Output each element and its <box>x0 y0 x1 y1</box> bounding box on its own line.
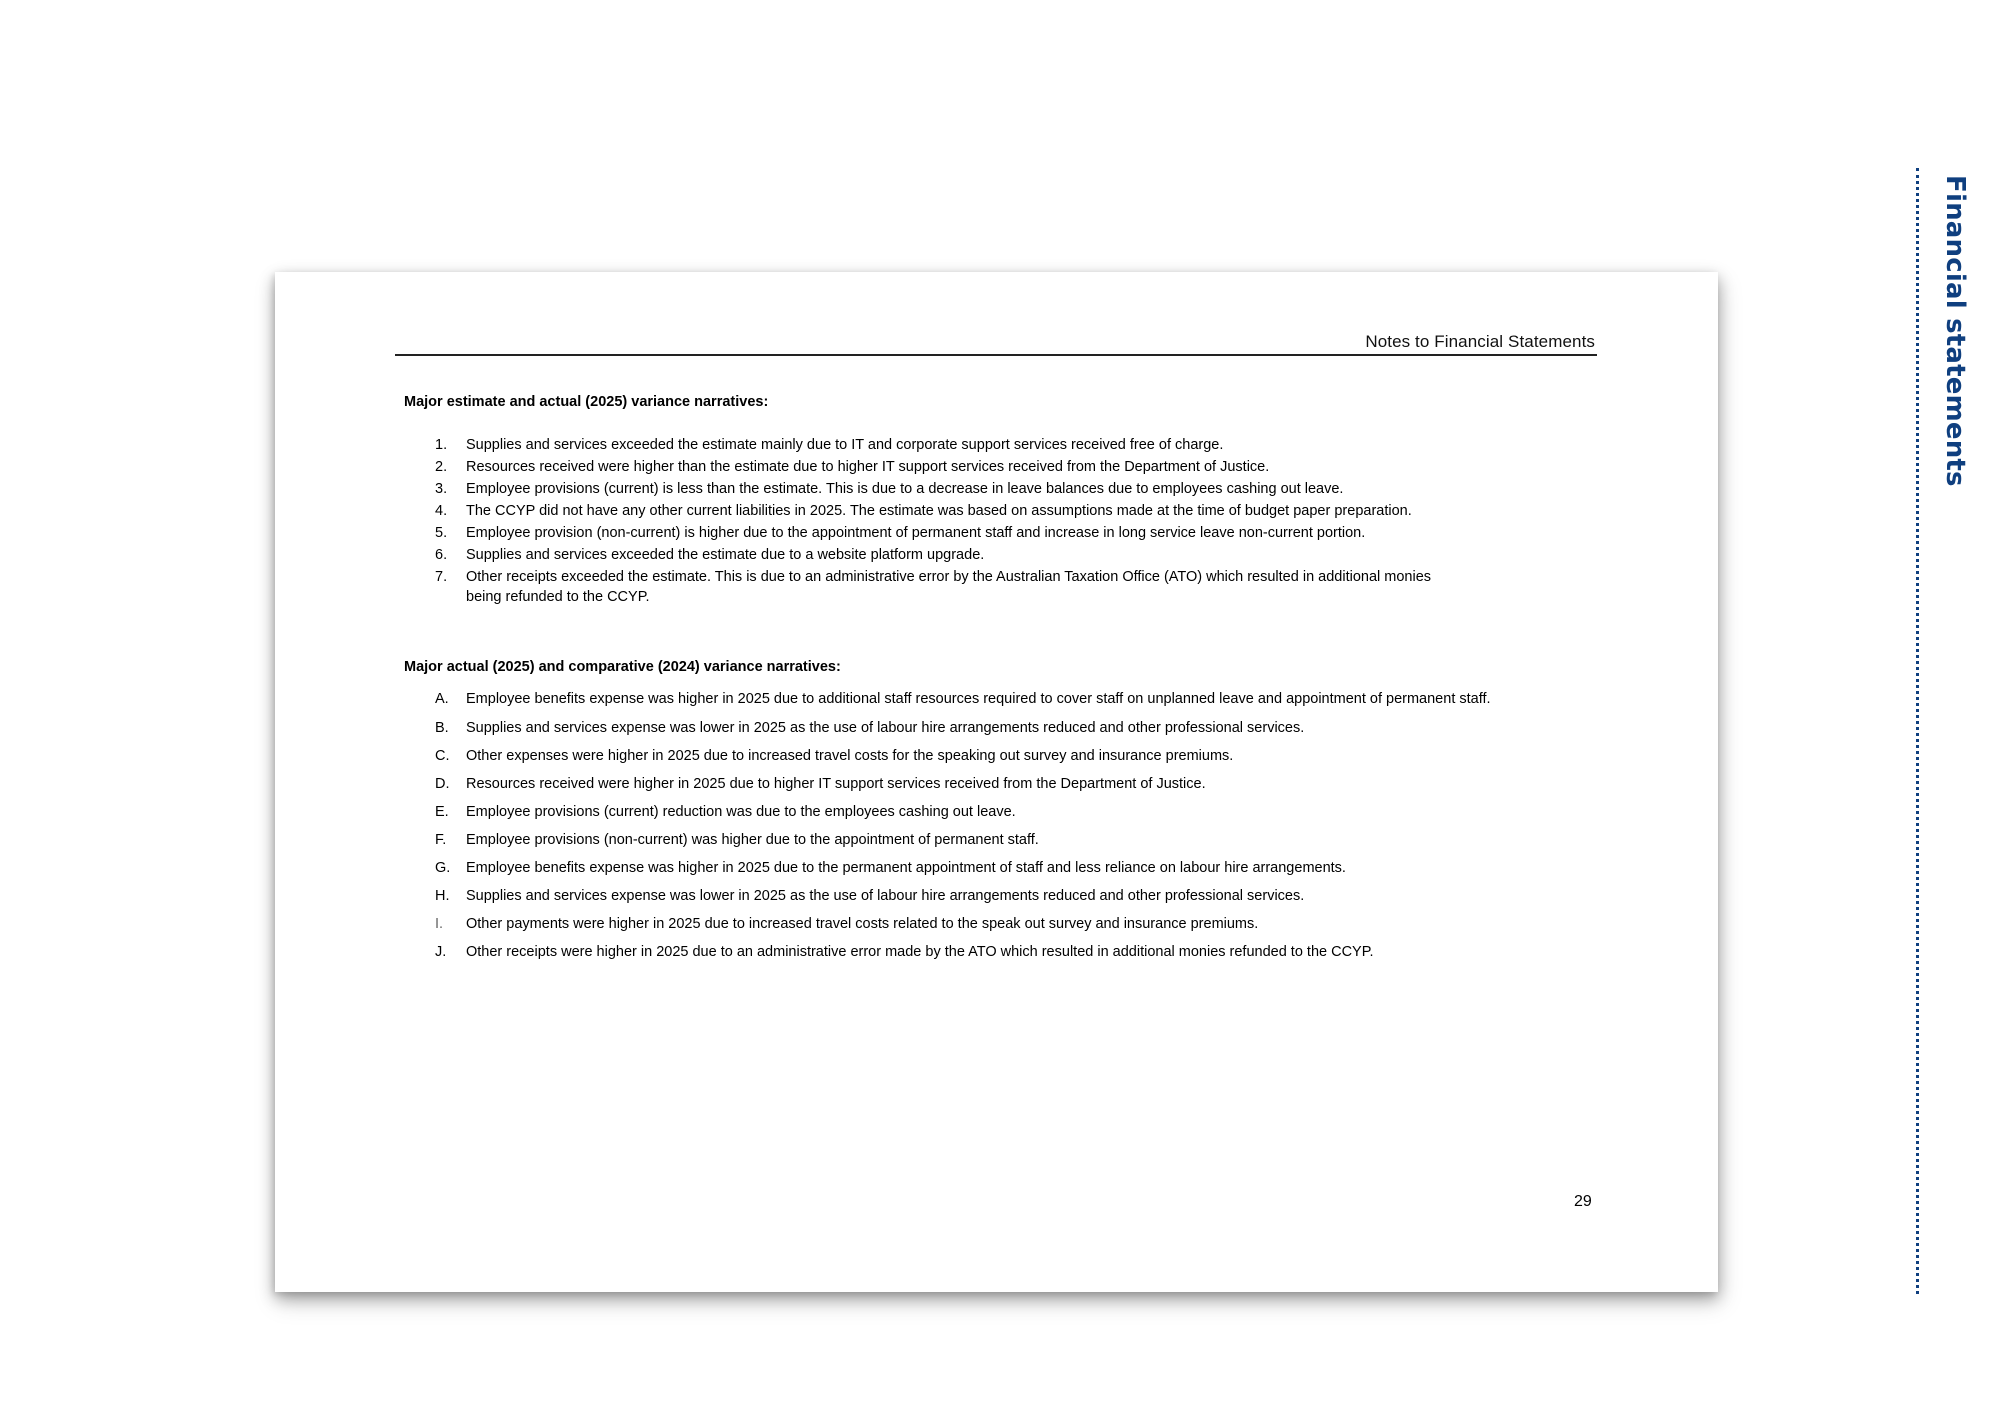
list-item-text: Other payments were higher in 2025 due to increased travel costs related to the speak out survey and insurance premiums. <box>466 916 1259 932</box>
list-item-text: Supplies and services exceeded the estimate due to a website platform upgrade. <box>466 547 985 563</box>
list-item-text: Employee provisions (non-current) was higher due to the appointment of permanent staff. <box>466 832 1039 848</box>
list-item <box>404 942 1504 962</box>
list-item <box>404 435 1504 455</box>
list-marker: A. <box>435 691 449 707</box>
running-head-title: Notes to Financial Statements <box>1365 332 1595 351</box>
list-marker: G. <box>435 860 451 876</box>
list-item <box>404 523 1504 543</box>
list-item-text: Resources received were higher than the estimate due to higher IT support services received from the Department of Justice. <box>466 459 1270 475</box>
list-item <box>404 718 1504 738</box>
list-item <box>404 545 1504 565</box>
list-marker: 3. <box>435 481 448 497</box>
section-heading-comparative-variance: Major actual (2025) and comparative (2024) variance narratives: <box>404 659 841 675</box>
list-item-text: Resources received were higher in 2025 due to higher IT support services received from the Department of Justice. <box>466 776 1206 792</box>
list-item <box>404 802 1504 822</box>
list-marker: 6. <box>435 547 448 563</box>
list-marker: 5. <box>435 525 448 541</box>
list-item-text: Supplies and services expense was lower in 2025 as the use of labour hire arrangements reduced and other professional services. <box>466 720 1305 736</box>
list-item <box>404 774 1504 794</box>
list-item-text: Other expenses were higher in 2025 due to increased travel costs for the speaking out survey and insurance premiums. <box>466 748 1234 764</box>
list-marker: H. <box>435 888 450 904</box>
list-item-text: Employee provision (non-current) is higher due to the appointment of permanent staff and increase in long service leave non-current portion. <box>466 525 1366 541</box>
document-page <box>275 272 1718 1292</box>
list-marker: E. <box>435 804 449 820</box>
list-item-text: Employee benefits expense was higher in 2025 due to additional staff resources required to cover staff on unplanned leave and appointment of permanent staff. <box>466 691 1491 707</box>
list-marker: I. <box>435 916 444 932</box>
list-item <box>404 886 1504 906</box>
list-marker: F. <box>435 832 447 848</box>
list-item <box>404 914 1504 934</box>
page-number: 29 <box>1574 1193 1592 1210</box>
list-item-text: Other receipts exceeded the estimate. This is due to an administrative error by the Australian Taxation Office (ATO) which resulted in additional monies being refunded to the CCYP. <box>466 569 1432 605</box>
list-item-text: Employee provisions (current) is less than the estimate. This is due to a decrease in leave balances due to employees cashing out leave. <box>466 481 1344 497</box>
list-marker: C. <box>435 748 450 764</box>
list-marker: 4. <box>435 503 448 519</box>
list-item-text: Supplies and services exceeded the estimate mainly due to IT and corporate support services received free of charge. <box>466 437 1224 453</box>
list-marker: 7. <box>435 569 448 585</box>
list-item-text: Employee provisions (current) reduction was due to the employees cashing out leave. <box>466 804 1016 820</box>
list-marker: J. <box>435 944 447 960</box>
list-item-text: Other receipts were higher in 2025 due to an administrative error made by the ATO which resulted in additional monies refunded to the CCYP. <box>466 944 1374 960</box>
list-item <box>404 690 1504 708</box>
list-marker: B. <box>435 720 449 736</box>
list-item <box>404 501 1504 521</box>
list-item <box>404 746 1504 766</box>
list-marker: 1. <box>435 437 448 453</box>
list-item <box>404 858 1504 878</box>
running-head <box>395 332 1597 356</box>
comparative-variance-list <box>404 690 1504 970</box>
list-marker: 2. <box>435 459 448 475</box>
list-marker: D. <box>435 776 450 792</box>
side-tab-dotted-rule <box>1916 168 1919 1294</box>
list-item-text: Employee benefits expense was higher in 2025 due to the permanent appointment of staff and less reliance on labour hire arrangements. <box>466 860 1346 876</box>
list-item <box>404 479 1504 499</box>
section-heading-estimate-variance: Major estimate and actual (2025) variance narratives: <box>404 394 769 410</box>
list-item-text: Supplies and services expense was lower in 2025 as the use of labour hire arrangements reduced and other professional services. <box>466 888 1305 904</box>
list-item <box>404 457 1504 477</box>
estimate-variance-list <box>404 435 1504 609</box>
side-tab-financial-statements[interactable]: Financial statements <box>1940 175 1970 487</box>
list-item-text: The CCYP did not have any other current liabilities in 2025. The estimate was based on assumptions made at the time of budget paper preparation. <box>466 503 1412 519</box>
list-item <box>404 830 1504 850</box>
list-item <box>404 567 1504 607</box>
